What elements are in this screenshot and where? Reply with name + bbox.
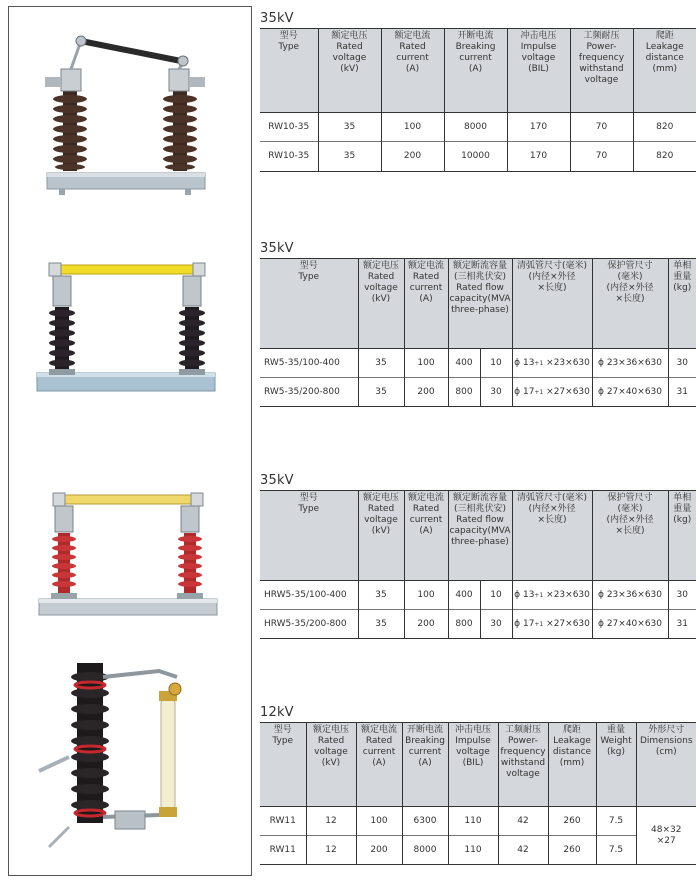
column-header [402, 723, 448, 807]
column-header-line: (mm) [559, 758, 585, 768]
column-header-line: (A) [419, 294, 433, 304]
table-cell: 10 [480, 581, 512, 610]
table-cell: 7.5 [596, 807, 636, 836]
column-header [356, 723, 402, 807]
table-cell: HRW5-35/100-400 [260, 581, 358, 610]
column-header [668, 491, 696, 581]
column-header-line: (kV) [321, 758, 341, 768]
column-header-line: 额定电压 [312, 725, 349, 735]
column-header-line: ×长度) [615, 294, 645, 304]
column-header-line: (内径×外径 [528, 272, 576, 282]
table-cell [592, 378, 668, 407]
diameter-symbol: ϕ [598, 357, 604, 368]
table-cell: RW11 [260, 807, 306, 836]
column-header-line: Rated [367, 272, 395, 282]
column-header-line: voltage [506, 769, 540, 779]
column-header-line: 额定电压 [331, 31, 368, 41]
product-image-rw10-35 [9, 21, 251, 201]
column-header-line: Breaking [405, 736, 445, 746]
column-header-line: 额定断流容量 [453, 261, 508, 271]
column-header-line: Rated [399, 42, 426, 52]
column-header-line: (A) [468, 64, 483, 74]
diameter-symbol: ϕ [514, 386, 521, 397]
table-cell: 35 [358, 378, 404, 407]
protect-tube-size: 27×40×630 [606, 386, 662, 397]
table-cell [592, 581, 668, 610]
table-cell: 8000 [402, 836, 448, 865]
column-header-line: distance [645, 53, 684, 63]
column-header [260, 723, 306, 807]
table-cell: 200 [381, 142, 444, 172]
column-header-line: Rated flow [456, 515, 504, 525]
spec-section-hrw5-35 [260, 472, 696, 639]
column-header-line: 爬距 [562, 725, 581, 735]
table-cell: 100 [356, 807, 402, 836]
column-header-line: 重量 [606, 725, 625, 735]
column-header-line: ×长度) [615, 526, 645, 536]
spec-section-rw5-35 [260, 240, 696, 407]
column-header-line: distance [552, 747, 592, 757]
tolerance-superscript: +1 [534, 388, 544, 396]
table-cell: RW5-35/200-800 [260, 378, 358, 407]
arc-tube-inner: 17 [522, 386, 535, 397]
column-header-line: voltage [521, 53, 556, 63]
column-header-line: voltage [364, 283, 398, 293]
table-cell: 7.5 [596, 836, 636, 865]
column-header-line: Dimensions [639, 736, 693, 746]
column-header [404, 259, 448, 349]
column-header [498, 723, 548, 807]
column-header-line: (内径×外径 [606, 283, 654, 293]
table-cell [512, 581, 592, 610]
arc-tube-rest: ×27×630 [546, 386, 590, 397]
table-cell [512, 378, 592, 407]
arc-tube-rest: ×27×630 [546, 618, 590, 629]
table-cell: 400 [448, 349, 480, 378]
table-row [260, 581, 696, 610]
diameter-symbol: ϕ [598, 618, 604, 629]
column-header-line: Rated [412, 272, 440, 282]
table-cell: 35 [318, 142, 381, 172]
arc-tube-inner: 17 [522, 618, 535, 629]
column-header-line: Type [278, 42, 300, 52]
dimensions-cell [636, 807, 696, 865]
column-header-line: voltage [364, 515, 398, 525]
column-header-line: 冲击电压 [520, 31, 557, 41]
table-cell: 820 [633, 113, 696, 142]
column-header [381, 29, 444, 113]
column-header-line: 型号 [299, 493, 318, 503]
column-header-line: 清弧管尺寸(毫米) [517, 493, 588, 503]
diameter-symbol: ϕ [598, 386, 604, 397]
table-cell [512, 349, 592, 378]
column-header-line: Rated [317, 736, 345, 746]
column-header-line: voltage [584, 75, 619, 85]
column-header-line: (BIL) [528, 64, 549, 74]
column-header [633, 29, 696, 113]
table-cell: 10 [480, 349, 512, 378]
voltage-heading: 35kV [260, 473, 294, 488]
table-cell: 110 [448, 836, 498, 865]
table-row [260, 807, 696, 836]
column-header-line: voltage [456, 747, 490, 757]
column-header-line: 额定电压 [362, 493, 399, 503]
tolerance-superscript: +1 [534, 359, 544, 367]
column-header-line: (BIL) [462, 758, 484, 768]
protect-tube-size: 23×36×630 [606, 357, 662, 368]
column-header-line: Impulse [520, 42, 557, 52]
column-header [512, 491, 592, 581]
column-header-line: current [362, 747, 396, 757]
table-cell: 400 [448, 581, 480, 610]
column-header-line: 清弧管尺寸(毫米) [517, 261, 588, 271]
column-header-line: ×长度) [537, 515, 567, 525]
table-row [260, 349, 696, 378]
column-header [448, 723, 498, 807]
column-header [596, 723, 636, 807]
table-cell: 820 [633, 142, 696, 172]
dimensions-line: ×27 [656, 835, 676, 846]
column-header-line: 单相 [673, 261, 692, 271]
table-row [260, 836, 696, 865]
table-cell: 100 [404, 349, 448, 378]
table-cell: 100 [381, 113, 444, 142]
table-cell: 170 [507, 113, 570, 142]
table-row [260, 142, 696, 172]
column-header-line: 工频耐压 [583, 31, 620, 41]
table-cell: 260 [548, 836, 596, 865]
column-header [318, 29, 381, 113]
column-header-line: current [396, 53, 429, 63]
table-cell: 31 [668, 610, 696, 639]
table-cell: 30 [480, 378, 512, 407]
column-header-line: (kg) [673, 283, 692, 293]
column-header-line: Type [272, 736, 294, 746]
protect-tube-size: 27×40×630 [606, 618, 662, 629]
spec-table-hrw5-35 [260, 490, 696, 639]
table-cell: 200 [404, 610, 448, 639]
column-header-line: (A) [372, 758, 386, 768]
column-header-line: (kV) [371, 526, 391, 536]
table-cell: 12 [306, 807, 356, 836]
table-cell: 170 [507, 142, 570, 172]
column-header-line: voltage [332, 53, 367, 63]
column-header-line: (cm) [655, 747, 677, 757]
table-cell: 35 [358, 581, 404, 610]
dimensions-line: 48×32 [651, 824, 682, 835]
column-header-line: (毫米) [617, 272, 643, 282]
spec-table-rw11 [260, 722, 696, 865]
column-header-line: Weight [600, 736, 632, 746]
table-cell: 30 [668, 581, 696, 610]
table-cell: 42 [498, 836, 548, 865]
column-header-line: 额定电流 [407, 261, 444, 271]
table-row [260, 610, 696, 639]
column-header-line: (三相兆伏安) [453, 504, 507, 514]
column-header [260, 29, 318, 113]
arc-tube-rest: ×23×630 [546, 589, 590, 600]
column-header-line: (kV) [340, 64, 359, 74]
column-header [636, 723, 696, 807]
table-cell: HRW5-35/200-800 [260, 610, 358, 639]
table-cell: 8000 [444, 113, 507, 142]
table-cell: 800 [448, 610, 480, 639]
table-cell: 70 [570, 113, 633, 142]
column-header-line: (A) [405, 64, 420, 74]
table-cell: 100 [404, 581, 448, 610]
diameter-symbol: ϕ [514, 618, 521, 629]
spec-table-rw10-35 [260, 28, 696, 172]
column-header-line: capacity(MVA [449, 294, 511, 304]
column-header-line: withstand [579, 64, 624, 74]
table-cell: 31 [668, 378, 696, 407]
column-header-line: 额定电流 [360, 725, 397, 735]
table-cell [592, 349, 668, 378]
column-header-line: Type [298, 272, 320, 282]
column-header-line: 型号 [273, 725, 292, 735]
column-header-line: 单相 [673, 493, 692, 503]
column-header-line: Impulse [455, 736, 491, 746]
column-header-line: Leakage [553, 736, 591, 746]
arc-tube-inner: 13 [522, 589, 535, 600]
diameter-symbol: ϕ [514, 589, 521, 600]
column-header-line: frequency [500, 747, 546, 757]
column-header-line: 保护管尺寸 [607, 493, 653, 503]
table-cell: RW11 [260, 836, 306, 865]
column-header-line: Rated [336, 42, 363, 52]
voltage-heading: 35kV [260, 11, 294, 26]
column-header-line: (A) [418, 758, 432, 768]
column-header-line: 额定电流 [394, 31, 431, 41]
column-header-line: 外形尺寸 [648, 725, 685, 735]
column-header-line: current [408, 747, 442, 757]
table-row [260, 113, 696, 142]
column-header-line: Rated [367, 504, 395, 514]
table-cell: RW10-35 [260, 142, 318, 172]
column-header [507, 29, 570, 113]
table-cell: 110 [448, 807, 498, 836]
column-header-line: current [409, 515, 443, 525]
table-cell [512, 610, 592, 639]
product-image-rw11 [9, 647, 251, 871]
column-header-line: 保护管尺寸 [607, 261, 653, 271]
column-header-line: 额定电压 [362, 261, 399, 271]
table-cell: 35 [318, 113, 381, 142]
column-header-line: (三相兆伏安) [453, 272, 507, 282]
column-header-line: 冲击电压 [454, 725, 491, 735]
table-cell: 35 [358, 349, 404, 378]
table-cell: 70 [570, 142, 633, 172]
column-header [448, 491, 512, 581]
table-cell: 30 [668, 349, 696, 378]
table-cell: 260 [548, 807, 596, 836]
column-header-line: (kg) [673, 515, 692, 525]
column-header-line: frequency [578, 53, 625, 63]
table-cell: 800 [448, 378, 480, 407]
column-header [668, 259, 696, 349]
table-cell: 30 [480, 610, 512, 639]
column-header [260, 259, 358, 349]
column-header-line: 重量 [673, 272, 692, 282]
column-header-line: (毫米) [617, 504, 643, 514]
table-cell: 35 [358, 610, 404, 639]
spec-section-rw10-35 [260, 10, 696, 172]
column-header-line: voltage [314, 747, 348, 757]
column-header [512, 259, 592, 349]
column-header-line: Power- [508, 736, 538, 746]
voltage-heading: 12kV [260, 705, 294, 720]
column-header-line: (kV) [371, 294, 391, 304]
table-cell: 200 [356, 836, 402, 865]
column-header-line: ×长度) [537, 283, 567, 293]
table-cell: 12 [306, 836, 356, 865]
diameter-symbol: ϕ [514, 357, 521, 368]
column-header-line: three-phase) [451, 537, 509, 547]
column-header-line: 型号 [279, 31, 298, 41]
column-header-line: Leakage [645, 42, 684, 52]
column-header-line: Rated [365, 736, 393, 746]
table-cell: RW10-35 [260, 113, 318, 142]
column-header [306, 723, 356, 807]
column-header-line: Rated [412, 504, 440, 514]
table-cell: RW5-35/100-400 [260, 349, 358, 378]
column-header-line: 额定电流 [407, 493, 444, 503]
column-header-line: capacity(MVA [449, 526, 511, 536]
tolerance-superscript: +1 [534, 620, 544, 628]
column-header-line: (A) [419, 526, 433, 536]
table-cell [592, 610, 668, 639]
column-header-line: current [459, 53, 492, 63]
column-header-line: (内径×外径 [606, 515, 654, 525]
spec-table-rw5-35 [260, 258, 696, 407]
column-header-line: current [409, 283, 443, 293]
column-header-line: 开断电流 [457, 31, 494, 41]
arc-tube-rest: ×23×630 [546, 357, 590, 368]
column-header [592, 259, 668, 349]
table-cell: 10000 [444, 142, 507, 172]
column-header-line: (mm) [652, 64, 678, 74]
column-header-line: 工频耐压 [504, 725, 541, 735]
column-header-line: withstand [500, 758, 546, 768]
column-header-line: Type [298, 504, 320, 514]
arc-tube-inner: 13 [522, 357, 535, 368]
column-header-line: (kg) [607, 747, 625, 757]
voltage-heading: 35kV [260, 241, 294, 256]
column-header-line: Power- [586, 42, 617, 52]
table-cell: 6300 [402, 807, 448, 836]
column-header [404, 491, 448, 581]
column-header-line: 爬距 [655, 31, 674, 41]
column-header [448, 259, 512, 349]
column-header [260, 491, 358, 581]
column-header [548, 723, 596, 807]
table-cell: 42 [498, 807, 548, 836]
product-image-hrw5-35 [9, 481, 251, 627]
column-header [570, 29, 633, 113]
table-cell: 200 [404, 378, 448, 407]
protect-tube-size: 23×36×630 [606, 589, 662, 600]
column-header-line: 额定断流容量 [453, 493, 508, 503]
table-row [260, 378, 696, 407]
product-image-rw5-35 [9, 251, 251, 401]
spec-section-rw11 [260, 704, 696, 865]
column-header-line: (内径×外径 [528, 504, 576, 514]
column-header-line: Breaking [455, 42, 496, 52]
column-header-line: three-phase) [451, 305, 509, 315]
column-header [358, 491, 404, 581]
tolerance-superscript: +1 [534, 591, 544, 599]
column-header-line: Rated flow [456, 283, 504, 293]
column-header-line: 重量 [673, 504, 692, 514]
product-image-panel [8, 6, 252, 876]
diameter-symbol: ϕ [598, 589, 604, 600]
column-header-line: 开断电流 [406, 725, 443, 735]
column-header [358, 259, 404, 349]
column-header [592, 491, 668, 581]
column-header [444, 29, 507, 113]
column-header-line: 型号 [299, 261, 318, 271]
